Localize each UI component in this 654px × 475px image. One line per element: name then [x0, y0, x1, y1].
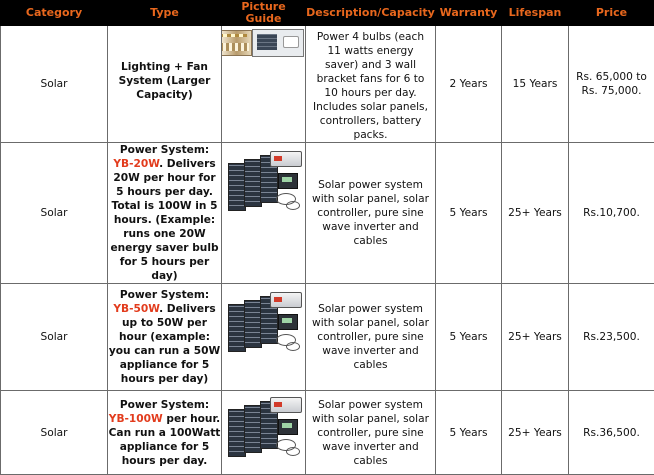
category-cell: Solar [1, 26, 108, 143]
type-prefix: Power System: [120, 399, 209, 411]
warranty-cell: 5 Years [436, 391, 502, 475]
price-cell: Rs.23,500. [569, 284, 654, 391]
header-row [1, 1, 654, 26]
lighting-fan-photo-icon [222, 30, 253, 56]
table-row [1, 26, 654, 143]
table-row [1, 284, 654, 391]
price-cell: Rs.10,700. [569, 143, 654, 284]
header-category: Category [1, 1, 108, 26]
model-code: YB-100W [109, 413, 163, 425]
solar-kit-photo-icon [226, 395, 304, 459]
type-details: . Delivers 20W per hour for 5 hours per day. Total is 100W in 5 hours. (Example: runs one 20W energy saver bulb for 5 hours per day) [110, 158, 218, 282]
header-description: Description/Capacity [306, 1, 436, 26]
description-cell: Solar power system with solar panel, solar controller, pure sine wave inverter and cables [306, 284, 436, 391]
type-cell [108, 143, 222, 284]
price-cell: Rs. 65,000 to Rs. 75,000. [569, 26, 654, 143]
header-price: Price [569, 1, 654, 26]
description-cell: Solar power system with solar panel, solar controller, pure sine wave inverter and cables [306, 391, 436, 475]
header-picture-guide: Picture Guide [222, 1, 306, 26]
category-cell: Solar [1, 391, 108, 475]
header-warranty: Warranty [436, 1, 502, 26]
category-cell: Solar [1, 284, 108, 391]
picture-cell [222, 391, 306, 475]
lifespan-cell: 15 Years [502, 26, 569, 143]
solar-kit-photo-icon [226, 290, 304, 354]
type-details: . Delivers up to 50W per hour (example: you can run a 50W appliance for 5 hours per day) [109, 303, 220, 385]
description-cell: Solar power system with solar panel, solar controller, pure sine wave inverter and cables [306, 143, 436, 284]
control-box-photo-icon [252, 29, 304, 57]
type-text: Lighting + Fan System (Larger Capacity) [108, 60, 221, 102]
lifespan-cell: 25+ Years [502, 143, 569, 284]
type-cell [108, 284, 222, 391]
category-cell: Solar [1, 143, 108, 284]
lifespan-cell: 25+ Years [502, 391, 569, 475]
lifespan-cell: 25+ Years [502, 284, 569, 391]
header-lifespan: Lifespan [502, 1, 569, 26]
type-details: per hour. Can run a 100Watt appliance for 5 hours per day. [109, 413, 221, 467]
price-cell: Rs.36,500. [569, 391, 654, 475]
warranty-cell: 5 Years [436, 143, 502, 284]
model-code: YB-50W [113, 303, 159, 315]
picture-cell [222, 26, 306, 143]
picture-cell [222, 143, 306, 284]
solar-kit-photo-icon [226, 149, 304, 213]
warranty-cell: 2 Years [436, 26, 502, 143]
table-row [1, 143, 654, 284]
picture-cell [222, 284, 306, 391]
type-prefix: Power System: [120, 289, 209, 301]
warranty-cell: 5 Years [436, 284, 502, 391]
type-prefix: Power System: [120, 144, 209, 156]
type-cell [108, 391, 222, 475]
model-code: YB-20W [113, 158, 159, 170]
type-cell [108, 26, 222, 143]
table-row [1, 391, 654, 475]
description-cell: Power 4 bulbs (each 11 watts energy saver) and 3 wall bracket fans for 6 to 10 hours per day. Includes solar panels, controllers, battery packs. [306, 26, 436, 143]
header-type: Type [108, 1, 222, 26]
